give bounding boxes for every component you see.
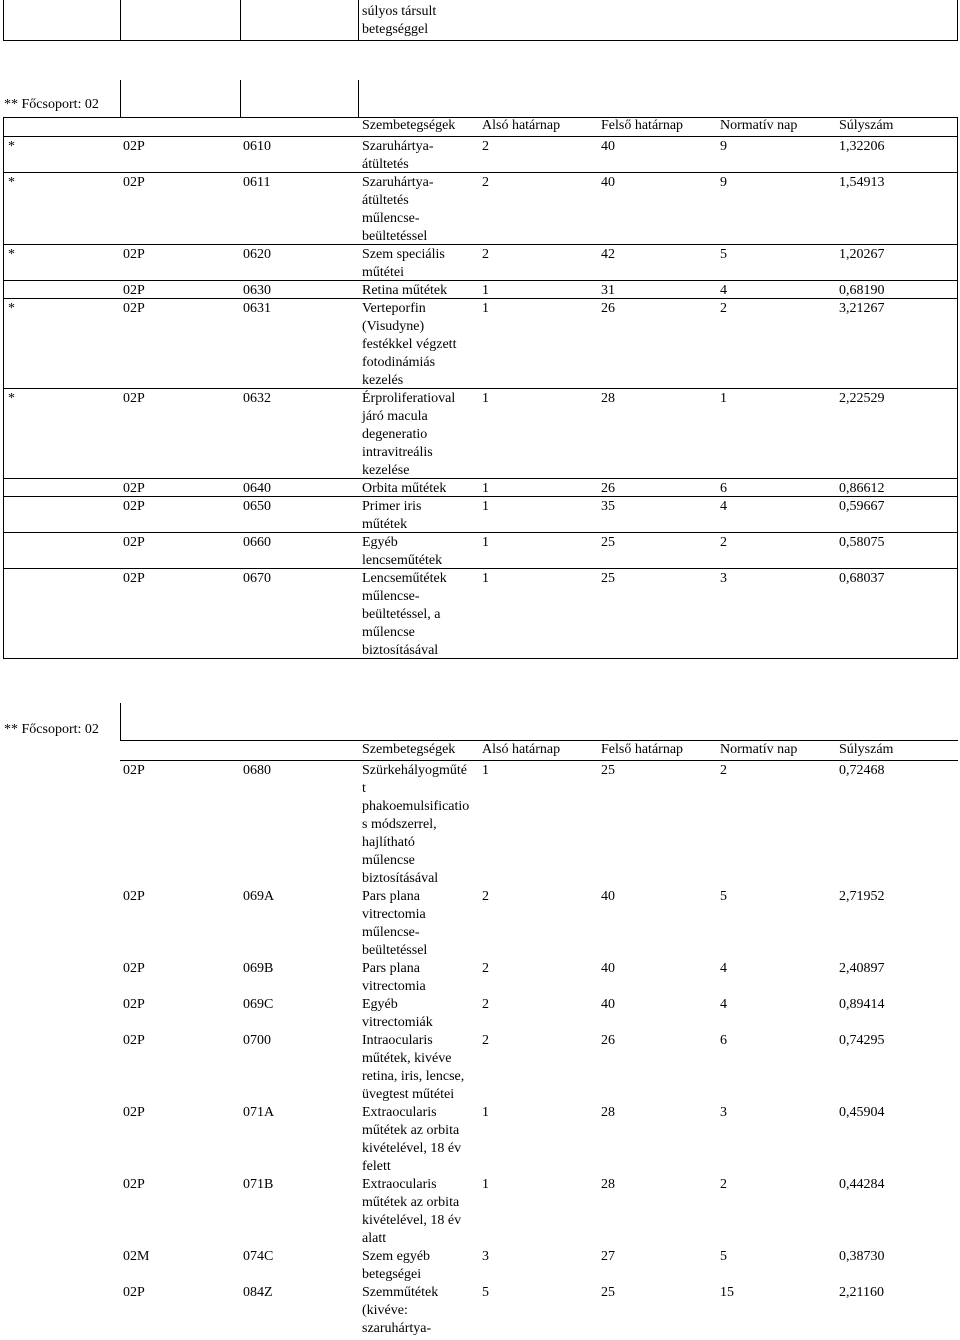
- row-star-marker: *: [8, 247, 15, 262]
- row-group: 02P: [123, 499, 145, 514]
- row-description-line: felett: [362, 1159, 391, 1174]
- row-sulyszam: 0,72468: [839, 763, 885, 778]
- row-description-line: műlencse-: [362, 211, 420, 226]
- row-also-hatarnap: 1: [482, 571, 489, 586]
- header-szembetegsegek: Szembetegségek: [362, 118, 456, 133]
- table-border: [358, 80, 359, 118]
- row-code: 0670: [243, 571, 271, 586]
- row-felso-hatarnap: 26: [601, 481, 615, 496]
- row-description-line: Extraocularis: [362, 1105, 437, 1120]
- row-description-line: Orbita műtétek: [362, 481, 447, 496]
- row-felso-hatarnap: 25: [601, 1285, 615, 1300]
- row-normativ-nap: 1: [720, 391, 727, 406]
- row-also-hatarnap: 2: [482, 997, 489, 1012]
- row-description-line: kivételével, 18 év: [362, 1141, 462, 1156]
- row-description-line: lencseműtétek: [362, 553, 443, 568]
- row-description-line: Lencseműtétek: [362, 571, 447, 586]
- row-description-line: fotodinámiás: [362, 355, 436, 370]
- row-normativ-nap: 5: [720, 1249, 727, 1264]
- row-description-line: biztosításával: [362, 643, 439, 658]
- row-code: 069C: [243, 997, 274, 1012]
- row-code: 0611: [243, 175, 271, 190]
- table-border: [3, 244, 958, 245]
- row-also-hatarnap: 1: [482, 481, 489, 496]
- row-code: 069B: [243, 961, 274, 976]
- row-description-line: Verteporfin: [362, 301, 426, 316]
- row-group: 02P: [123, 1033, 145, 1048]
- row-description-line: Pars plana: [362, 961, 420, 976]
- row-description-line: Extraocularis: [362, 1177, 437, 1192]
- row-description-line: betegségei: [362, 1267, 422, 1282]
- row-group: 02P: [123, 283, 145, 298]
- row-group: 02P: [123, 391, 145, 406]
- row-felso-hatarnap: 25: [601, 571, 615, 586]
- table-border: [3, 172, 958, 173]
- header-sulyszam: Súlyszám: [839, 742, 894, 757]
- row-also-hatarnap: 1: [482, 535, 489, 550]
- row-group: 02P: [123, 301, 145, 316]
- row-also-hatarnap: 1: [482, 763, 489, 778]
- row-description-line: retina, iris, lencse,: [362, 1069, 465, 1084]
- row-description-line: szaruhártya-: [362, 1321, 432, 1336]
- table-border: [3, 568, 958, 569]
- row-description-line: kezelés: [362, 373, 404, 388]
- row-star-marker: *: [8, 391, 15, 406]
- row-description-line: beültetéssel: [362, 229, 428, 244]
- fragment-line: súlyos társult: [362, 4, 437, 19]
- row-also-hatarnap: 1: [482, 283, 489, 298]
- row-felso-hatarnap: 42: [601, 247, 615, 262]
- table-border: [3, 0, 4, 40]
- header-normativ-nap: Normatív nap: [720, 742, 798, 757]
- row-star-marker: *: [8, 139, 15, 154]
- table-border: [120, 80, 121, 118]
- row-felso-hatarnap: 28: [601, 1105, 615, 1120]
- row-description-line: Szaruhártya-: [362, 139, 434, 154]
- row-group: 02P: [123, 961, 145, 976]
- row-normativ-nap: 2: [720, 1177, 727, 1192]
- section-label: ** Főcsoport: 02: [4, 97, 99, 112]
- row-sulyszam: 3,21267: [839, 301, 885, 316]
- row-group: 02P: [123, 763, 145, 778]
- row-also-hatarnap: 1: [482, 391, 489, 406]
- row-description-line: Érproliferatioval: [362, 391, 456, 406]
- row-description-line: phakoemulsificatio: [362, 799, 470, 814]
- row-felso-hatarnap: 25: [601, 763, 615, 778]
- row-group: 02P: [123, 481, 145, 496]
- row-normativ-nap: 2: [720, 763, 727, 778]
- row-normativ-nap: 9: [720, 175, 727, 190]
- row-also-hatarnap: 1: [482, 1105, 489, 1120]
- row-description-line: Egyéb: [362, 997, 398, 1012]
- table-border: [3, 136, 958, 137]
- row-description-line: biztosításával: [362, 871, 439, 886]
- row-also-hatarnap: 2: [482, 961, 489, 976]
- row-sulyszam: 0,38730: [839, 1249, 885, 1264]
- row-normativ-nap: 6: [720, 481, 727, 496]
- row-felso-hatarnap: 40: [601, 961, 615, 976]
- row-description-line: (Visudyne): [362, 319, 425, 334]
- row-description-line: Szürkehályogműté: [362, 763, 467, 778]
- row-normativ-nap: 2: [720, 535, 727, 550]
- row-description-line: Retina műtétek: [362, 283, 448, 298]
- row-normativ-nap: 9: [720, 139, 727, 154]
- row-description-line: t: [362, 781, 366, 796]
- row-description-line: degeneratio: [362, 427, 428, 442]
- header-normativ-nap: Normatív nap: [720, 118, 798, 133]
- row-normativ-nap: 3: [720, 571, 727, 586]
- row-sulyszam: 2,71952: [839, 889, 885, 904]
- row-code: 0632: [243, 391, 271, 406]
- row-sulyszam: 2,21160: [839, 1285, 884, 1300]
- row-group: 02P: [123, 139, 145, 154]
- table-border: [3, 478, 958, 479]
- header-felso-hatarnap: Felső határnap: [601, 742, 684, 757]
- row-also-hatarnap: 3: [482, 1249, 489, 1264]
- row-description-line: vitrectomiák: [362, 1015, 433, 1030]
- row-sulyszam: 0,89414: [839, 997, 885, 1012]
- row-description-line: Szemműtétek: [362, 1285, 439, 1300]
- row-group: 02P: [123, 247, 145, 262]
- row-description-line: műtétek: [362, 517, 408, 532]
- row-description-line: műlencse: [362, 625, 415, 640]
- row-description-line: beültetéssel, a: [362, 607, 441, 622]
- row-description-line: Szem speciális: [362, 247, 445, 262]
- row-star-marker: *: [8, 175, 15, 190]
- row-normativ-nap: 4: [720, 961, 727, 976]
- row-description-line: Intraocularis: [362, 1033, 433, 1048]
- row-normativ-nap: 5: [720, 889, 727, 904]
- row-description-line: festékkel végzett: [362, 337, 457, 352]
- row-code: 0680: [243, 763, 271, 778]
- table-border: [120, 0, 121, 40]
- row-felso-hatarnap: 25: [601, 535, 615, 550]
- row-description-line: Szaruhártya-: [362, 175, 434, 190]
- row-also-hatarnap: 2: [482, 889, 489, 904]
- row-also-hatarnap: 2: [482, 1033, 489, 1048]
- row-sulyszam: 0,68037: [839, 571, 885, 586]
- row-code: 071B: [243, 1177, 274, 1192]
- table-border: [3, 532, 958, 533]
- row-normativ-nap: 4: [720, 499, 727, 514]
- row-normativ-nap: 3: [720, 1105, 727, 1120]
- row-description-line: kivételével, 18 év: [362, 1213, 462, 1228]
- row-group: 02P: [123, 535, 145, 550]
- row-sulyszam: 2,22529: [839, 391, 885, 406]
- row-group: 02P: [123, 889, 145, 904]
- row-sulyszam: 1,20267: [839, 247, 885, 262]
- row-description-line: üvegtest műtétei: [362, 1087, 455, 1102]
- row-code: 0640: [243, 481, 271, 496]
- row-also-hatarnap: 5: [482, 1285, 489, 1300]
- table-border: [957, 117, 958, 658]
- row-felso-hatarnap: 40: [601, 175, 615, 190]
- row-description-line: s módszerrel,: [362, 817, 437, 832]
- row-normativ-nap: 4: [720, 283, 727, 298]
- table-border: [3, 280, 958, 281]
- row-code: 0610: [243, 139, 271, 154]
- row-felso-hatarnap: 40: [601, 889, 615, 904]
- table-border: [358, 0, 359, 40]
- row-sulyszam: 0,45904: [839, 1105, 885, 1120]
- row-also-hatarnap: 1: [482, 499, 489, 514]
- header-sulyszam: Súlyszám: [839, 118, 894, 133]
- row-description-line: műlencse-: [362, 925, 420, 940]
- row-group: 02P: [123, 1105, 145, 1120]
- row-also-hatarnap: 2: [482, 139, 489, 154]
- row-code: 0650: [243, 499, 271, 514]
- table-border: [3, 298, 958, 299]
- row-description-line: vitrectomia: [362, 979, 426, 994]
- row-code: 0620: [243, 247, 271, 262]
- row-group: 02M: [123, 1249, 150, 1264]
- header-szembetegsegek: Szembetegségek: [362, 742, 456, 757]
- table-border: [957, 0, 958, 40]
- row-sulyszam: 0,58075: [839, 535, 885, 550]
- header-felso-hatarnap: Felső határnap: [601, 118, 684, 133]
- table-border: [3, 117, 4, 658]
- row-code: 0700: [243, 1033, 271, 1048]
- row-description-line: műtétek az orbita: [362, 1123, 460, 1138]
- row-description-line: műtétek az orbita: [362, 1195, 460, 1210]
- row-description-line: Pars plana: [362, 889, 420, 904]
- row-description-line: műlencse: [362, 853, 415, 868]
- row-description-line: intravitreális: [362, 445, 433, 460]
- row-normativ-nap: 15: [720, 1285, 734, 1300]
- row-felso-hatarnap: 26: [601, 301, 615, 316]
- row-description-line: beültetéssel: [362, 943, 428, 958]
- row-description-line: hajlítható: [362, 835, 415, 850]
- table-border: [3, 496, 958, 497]
- row-sulyszam: 1,54913: [839, 175, 885, 190]
- row-description-line: járó macula: [362, 409, 428, 424]
- table-border: [3, 388, 958, 389]
- row-code: 084Z: [243, 1285, 273, 1300]
- row-description-line: kezelése: [362, 463, 410, 478]
- row-description-line: alatt: [362, 1231, 387, 1246]
- row-description-line: (kivéve:: [362, 1303, 408, 1318]
- row-also-hatarnap: 2: [482, 247, 489, 262]
- row-description-line: műtétek, kivéve: [362, 1051, 452, 1066]
- row-group: 02P: [123, 1285, 145, 1300]
- row-normativ-nap: 4: [720, 997, 727, 1012]
- table-border: [120, 760, 958, 761]
- header-also-hatarnap: Alsó határnap: [482, 118, 561, 133]
- row-code: 069A: [243, 889, 275, 904]
- row-sulyszam: 2,40897: [839, 961, 885, 976]
- row-description-line: Egyéb: [362, 535, 398, 550]
- row-group: 02P: [123, 175, 145, 190]
- table-border: [3, 40, 958, 41]
- row-sulyszam: 1,32206: [839, 139, 885, 154]
- table-border: [120, 703, 121, 740]
- row-description-line: műlencse-: [362, 589, 420, 604]
- row-group: 02P: [123, 571, 145, 586]
- row-code: 071A: [243, 1105, 275, 1120]
- row-description-line: Primer iris: [362, 499, 422, 514]
- row-also-hatarnap: 2: [482, 175, 489, 190]
- row-code: 0631: [243, 301, 271, 316]
- row-normativ-nap: 6: [720, 1033, 727, 1048]
- table-border: [3, 658, 958, 659]
- row-description-line: Szem egyéb: [362, 1249, 431, 1264]
- row-description-line: műtétei: [362, 265, 404, 280]
- header-also-hatarnap: Alsó határnap: [482, 742, 561, 757]
- row-felso-hatarnap: 26: [601, 1033, 615, 1048]
- row-code: 0660: [243, 535, 271, 550]
- row-felso-hatarnap: 31: [601, 283, 615, 298]
- row-sulyszam: 0,59667: [839, 499, 885, 514]
- row-felso-hatarnap: 28: [601, 1177, 615, 1192]
- row-normativ-nap: 5: [720, 247, 727, 262]
- row-sulyszam: 0,44284: [839, 1177, 885, 1192]
- row-normativ-nap: 2: [720, 301, 727, 316]
- table-border: [240, 80, 241, 118]
- row-felso-hatarnap: 35: [601, 499, 615, 514]
- row-sulyszam: 0,74295: [839, 1033, 885, 1048]
- section-label: ** Főcsoport: 02: [4, 722, 99, 737]
- row-description-line: átültetés: [362, 193, 409, 208]
- row-felso-hatarnap: 40: [601, 997, 615, 1012]
- row-group: 02P: [123, 997, 145, 1012]
- row-also-hatarnap: 1: [482, 1177, 489, 1192]
- row-felso-hatarnap: 28: [601, 391, 615, 406]
- row-also-hatarnap: 1: [482, 301, 489, 316]
- table-border: [240, 0, 241, 40]
- fragment-line: betegséggel: [362, 22, 429, 37]
- row-description-line: átültetés: [362, 157, 409, 172]
- table-border: [3, 117, 958, 118]
- row-description-line: vitrectomia: [362, 907, 426, 922]
- row-group: 02P: [123, 1177, 145, 1192]
- row-felso-hatarnap: 27: [601, 1249, 615, 1264]
- row-felso-hatarnap: 40: [601, 139, 615, 154]
- row-sulyszam: 0,86612: [839, 481, 885, 496]
- row-star-marker: *: [8, 301, 15, 316]
- row-code: 074C: [243, 1249, 274, 1264]
- row-sulyszam: 0,68190: [839, 283, 885, 298]
- row-code: 0630: [243, 283, 271, 298]
